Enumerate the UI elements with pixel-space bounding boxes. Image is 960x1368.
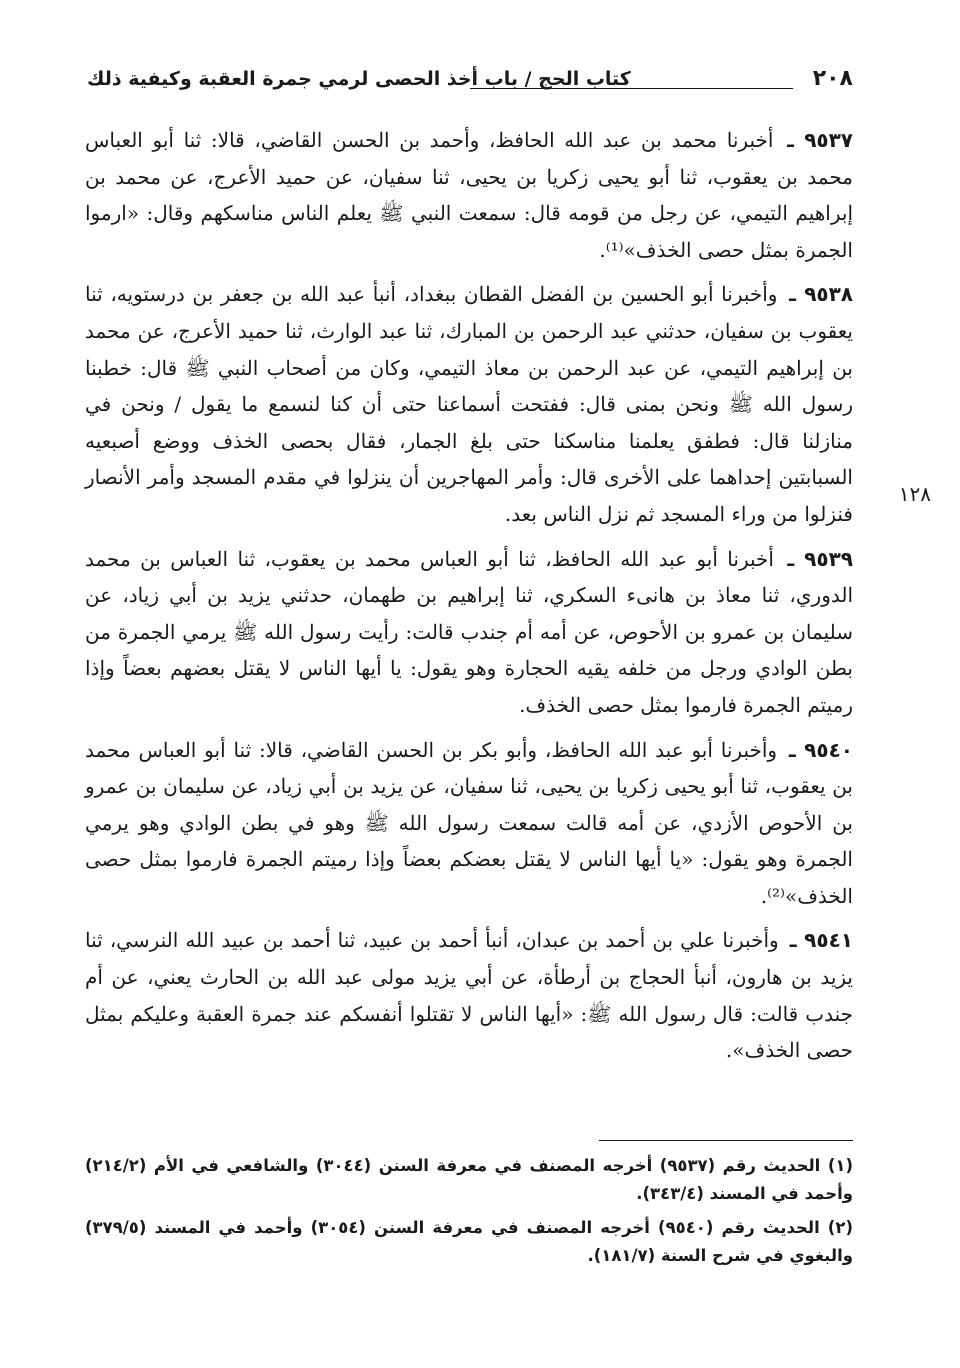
margin-folio-number: ١٢٨ [898,482,931,506]
hadith-paragraph [85,922,853,1068]
hadith-text: وأخبرنا أبو الحسين بن الفضل القطان ببغداد، أنبأ عبد الله بن جعفر بن درستويه، ثنا يعقوب بن سفيان، حدثني عبد الرحمن بن المبارك، ثنا عبد الوارث، ثنا حميد الأعرج، عن محمد بن إبراهيم التيمي، عن عبد الرحمن بن معاذ التيمي، وكان من أصحاب النبي ﷺ قال: خطبنا رسول الله ﷺ ونحن بمنى قال: ففتحت أسماعنا حتى أن كنا لنسمع ما يقول / ونحن في منازلنا قال: فطفق يعلمنا مناسكنا حتى بلغ الجمار، فقال بحصى الخذف ووضع أصبعيه السبابتين إحداهما على الأخرى قال: وأمر المهاجرين أن ينزلوا في مقدم المسجد وأمر الأنصار فنزلوا من وراء المسجد ثم نزل الناس بعد. [85,282,853,526]
footnote-2: (٢) الحديث رقم (٩٥٤٠) أخرجه المصنف في معرفة السنن (٣٠٥٤) وأحمد في المسند (٣٧٩/٥) والبغوي في شرح السنة (١٨١/٧). [85,1218,853,1265]
footnote-1: (١) الحديث رقم (٩٥٣٧) أخرجه المصنف في معرفة السنن (٣٠٤٤) والشافعي في الأم (٢١٤/٢) وأحمد في المسند (٣٤٣/٤). [85,1156,853,1203]
footnotes [85,1152,853,1276]
hadith-paragraph [85,732,853,915]
page-header [85,62,853,102]
hadith-text: وأخبرنا أبو عبد الله الحافظ، وأبو بكر بن الحسن القاضي، قالا: ثنا أبو العباس محمد بن يعقوب، ثنا أبو يحيى زكريا بن يحيى، ثنا سفيان، عن يزيد بن أبي زياد، عن سليمان بن عمرو بن الأحوص الأزدي، عن أمه قالت سمعت رسول الله ﷺ وهو في بطن الوادي وهو يرمي الجمرة وهو يقول: «يا أيها الناس لا يقتل بعضكم بعضاً وإذا رميتم الجمرة فارموا بمثل حصى الخذف»⁽²⁾. [85,737,853,908]
hadith-paragraph [85,122,853,268]
hadith-number: ٩٥٣٨ ـ [789,282,854,307]
hadith-number: ٩٥٣٩ ـ [787,546,853,571]
hadith-number: ٩٥٣٧ ـ [787,128,854,152]
main-text [85,122,853,1077]
hadith-text: أخبرنا محمد بن عبد الله الحافظ، وأحمد بن الحسن القاضي، قالا: ثنا أبو العباس محمد بن يعقوب، ثنا أبو يحيى زكريا بن يحيى، ثنا سفيان، عن حميد الأعرج، عن محمد بن إبراهيم التيمي، عن رجل من قومه قال: سمعت النبي ﷺ يعلم الناس مناسكهم وقال: «ارموا الجمرة بمثل حصى الخذف»⁽¹⁾. [85,128,853,262]
footnote-separator [599,1140,853,1141]
page-number: ٢٠٨ [812,66,853,91]
hadith-text: وأخبرنا علي بن أحمد بن عبدان، أنبأ أحمد بن عبيد، ثنا أحمد بن عبيد الله النرسي، ثنا يزيد بن هارون، أنبأ الحجاج بن أرطأة، عن أبي يزيد مولى عبد الله بن الحارث يعني، عن أم جندب قالت: قال رسول الله ﷺ: «أيها الناس لا تقتلوا أنفسكم عند جمرة العقبة وعليكم بمثل حصى الخذف». [85,928,854,1063]
running-title: كتاب الحج / باب أخذ الحصى لرمي جمرة العقبة وكيفية ذلك [87,68,631,90]
hadith-paragraph [85,541,853,724]
hadith-number: ٩٥٤١ ـ [789,928,853,953]
hadith-number: ٩٥٤٠ ـ [788,737,853,762]
hadith-text: أخبرنا أبو عبد الله الحافظ، ثنا أبو العباس محمد بن يعقوب، ثنا العباس بن محمد الدوري، ثنا معاذ بن هانىء السكري، ثنا إبراهيم بن طهمان، حدثني يزيد بن أبي زياد، عن سليمان بن عمرو بن الأحوص، عن أمه أم جندب قالت: رأيت رسول الله ﷺ يرمي الجمرة من بطن الوادي ورجل من خلفه يقيه الحجارة وهو يقول: يا أيها الناس لا يقتل بعضهم بعضاً وإذا رميتم الجمرة فارموا بمثل حصى الخذف. [85,546,853,717]
hadith-paragraph [85,276,853,532]
